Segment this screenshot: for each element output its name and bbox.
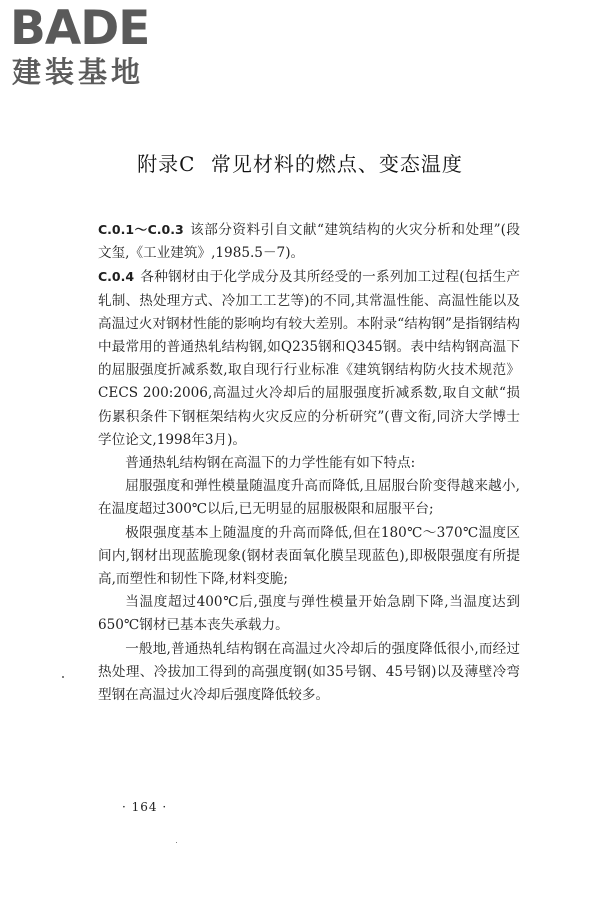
clause-text: 各种钢材由于化学成分及其所经受的一系列加工过程(包括生产轧制、热处理方式、冷加工工艺等)的不同,其常温性能、高温性能以及高温过火对钢材性能的影响均有较大差别。本附录“结构钢”是指钢结构中最常用的普通热轧结构钢,如Q235钢和Q345钢。表中结构钢高温下的屈服强度折减系数,取自现行行业标准《建筑钢结构防火技术规范》CECS 200:2006,高温过火冷却后的屈服强度折减系数,取自文献“损伤累积条件下钢框架结构火灾反应的分析研究”(曹文衔,同济大学博士学位论文,1998年3月)。: [98, 269, 520, 448]
body-paragraph: 极限强度基本上随温度的升高而降低,但在180℃～370℃温度区间内,钢材出现蓝脆现象(钢材表面氧化膜呈现蓝色),即极限强度有所提高,而塑性和韧性下降,材料变脆;: [98, 524, 520, 588]
clause-number: C.0.4: [98, 269, 135, 285]
clause-paragraph: [98, 265, 520, 452]
scan-speck: [62, 676, 64, 678]
scan-speck: [176, 842, 177, 843]
body-paragraph: 一般地,普通热轧结构钢在高温过火冷却后的强度降低很小,而经过热处理、冷拔加工得到的高强度钢(如35号钢、45号钢)以及薄壁冷弯型钢在高温过火冷却后强度降低较多。: [98, 640, 520, 704]
clause-text: 该部分资料引自文献“建筑结构的火灾分析和处理”(段文玺,《工业建筑》,1985.5－7)。: [98, 222, 520, 262]
body-paragraph: 普通热轧结构钢在高温下的力学性能有如下特点:: [125, 455, 416, 472]
publisher-logo: [10, 1, 170, 90]
clause-paragraph: [98, 218, 520, 265]
appendix-title: [0, 148, 600, 177]
appendix-heading: 常见材料的燃点、变态温度: [210, 152, 463, 176]
appendix-label: 附录C: [137, 152, 196, 176]
logo-wordmark: BADE: [10, 1, 150, 56]
clause-number: C.0.1～C.0.3: [98, 222, 184, 237]
page-body: [98, 218, 520, 707]
logo-subtitle: 建装基地: [12, 55, 145, 89]
body-paragraph: 当温度超过400℃后,强度与弹性模量开始急剧下降,当温度达到650℃钢材已基本丧失承载力。: [98, 594, 520, 634]
page-number: · 164 ·: [122, 800, 168, 814]
body-paragraph: 屈服强度和弹性模量随温度升高而降低,且屈服台阶变得越来越小,在温度超过300℃以后,已无明显的屈服极限和屈服平台;: [98, 478, 520, 518]
